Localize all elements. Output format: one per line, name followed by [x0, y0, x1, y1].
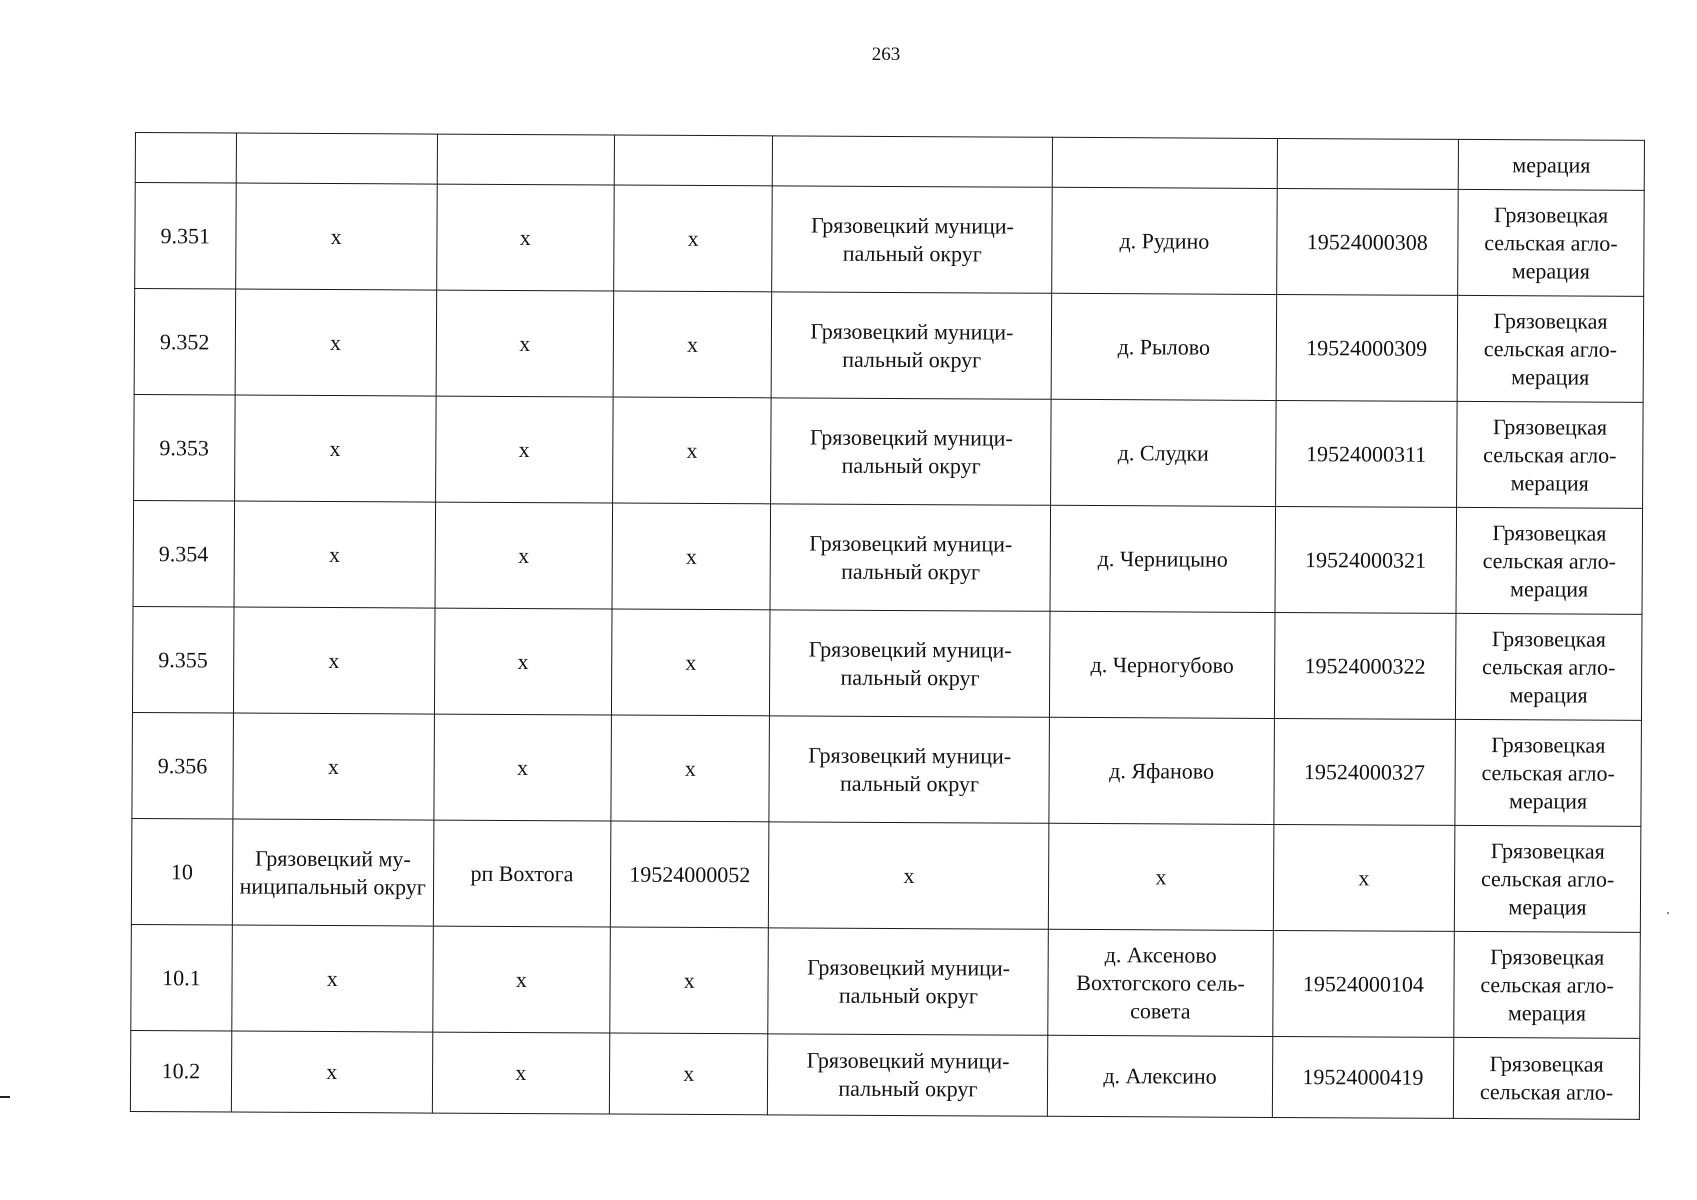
oktmo-cell: х: [611, 609, 770, 716]
oktmo-cell: х: [610, 927, 769, 1034]
agglomeration-cell: Грязовецкая сельская агло-: [1453, 1037, 1639, 1119]
row-number-cell: 9.351: [135, 183, 236, 290]
locality-cell: д. Аксеново Вохтогского сель-совета: [1048, 929, 1273, 1036]
oktmo-cell: х: [612, 397, 771, 504]
locality-code-cell: 19524000311: [1275, 400, 1457, 507]
locality-code-cell: 19524000327: [1273, 718, 1455, 825]
agglomeration-cell: Грязовецкая сельская агло-мерация: [1456, 507, 1642, 614]
table-row: [135, 133, 1644, 191]
row-number-cell: 9.356: [132, 712, 233, 819]
agglomeration-cell: Грязовецкая сельская агло-мерация: [1458, 189, 1644, 296]
row-number-cell: 9.352: [134, 289, 235, 396]
table-row: [132, 712, 1642, 826]
locality-code-cell: 19524000104: [1272, 930, 1454, 1037]
oktmo-cell: 19524000052: [610, 821, 769, 928]
settlement-cell: х: [434, 608, 612, 715]
municipality-cell: х: [231, 1031, 433, 1113]
agglomeration-cell: мерация: [1458, 139, 1644, 190]
settlement-cell: х: [435, 502, 613, 609]
district-cell: Грязовецкий муници-пальный округ: [770, 610, 1050, 717]
agglomeration-cell: Грязовецкая сельская агло-мерация: [1457, 401, 1643, 508]
agglomeration-cell: Грязовецкая сельская агло-мерация: [1455, 719, 1641, 826]
document-sheet: [130, 132, 1645, 1140]
oktmo-cell: х: [609, 1033, 768, 1115]
locality-cell: д. Черницыно: [1050, 505, 1275, 612]
scan-speck: [1667, 912, 1669, 914]
table-row: [133, 500, 1643, 614]
agglomeration-cell: Грязовецкая сельская агло-мерация: [1456, 613, 1642, 720]
municipality-cell: Грязовецкий му-ниципальный округ: [232, 819, 434, 926]
table-row: [134, 289, 1644, 403]
district-cell: х: [769, 822, 1049, 929]
settlement-cell: х: [432, 1032, 610, 1114]
settlement-cell: х: [434, 714, 612, 821]
district-cell: Грязовецкий муници-пальный округ: [772, 186, 1052, 293]
district-cell: Грязовецкий муници-пальный округ: [771, 398, 1051, 505]
municipality-cell: х: [235, 183, 437, 290]
locality-cell: д. Черногубово: [1050, 611, 1275, 718]
row-number-cell: 10.1: [131, 924, 232, 1031]
table-body: [130, 133, 1644, 1120]
row-number-cell: 9.354: [133, 500, 234, 607]
margin-mark: [0, 1096, 10, 1098]
locality-code-cell: 19524000321: [1275, 506, 1457, 613]
district-cell: Грязовецкий муници-пальный округ: [772, 292, 1052, 399]
row-number-cell: 9.355: [132, 606, 233, 713]
district-cell: [773, 136, 1053, 187]
locality-cell: д. Рылово: [1052, 293, 1277, 400]
district-cell: Грязовецкий муници-пальный округ: [770, 504, 1050, 611]
settlement-cell: х: [433, 926, 611, 1033]
page-number: 263: [871, 44, 901, 65]
municipality-cell: х: [234, 501, 436, 608]
registry-table: [130, 132, 1645, 1120]
oktmo-cell: х: [613, 291, 772, 398]
municipality-cell: х: [233, 607, 435, 714]
settlement-cell: х: [436, 184, 614, 291]
municipality-cell: х: [235, 289, 437, 396]
row-number-cell: 9.353: [134, 394, 235, 501]
municipality-cell: х: [232, 713, 434, 820]
locality-cell: д. Алексино: [1048, 1035, 1273, 1117]
district-cell: Грязовецкий муници-пальный округ: [768, 1034, 1048, 1116]
settlement-cell: рп Вохтога: [433, 820, 611, 927]
row-number-cell: 10.2: [130, 1030, 231, 1112]
oktmo-cell: х: [611, 715, 770, 822]
agglomeration-cell: Грязовецкая сельская агло-мерация: [1454, 825, 1640, 932]
table-row: [131, 924, 1641, 1038]
oktmo-cell: [614, 135, 773, 186]
municipality-cell: х: [234, 395, 436, 502]
table-row: [132, 606, 1642, 720]
locality-cell: д. Слудки: [1051, 399, 1276, 506]
oktmo-cell: х: [614, 185, 773, 292]
locality-code-cell: х: [1273, 824, 1455, 931]
agglomeration-cell: Грязовецкая сельская агло-мерация: [1457, 295, 1643, 402]
locality-code-cell: 19524000309: [1276, 294, 1458, 401]
municipality-cell: х: [231, 925, 433, 1032]
district-cell: Грязовецкий муници-пальный округ: [769, 716, 1049, 823]
locality-cell: х: [1049, 823, 1274, 930]
settlement-cell: х: [435, 396, 613, 503]
locality-cell: д. Яфаново: [1049, 717, 1274, 824]
locality-cell: [1053, 137, 1277, 188]
settlement-cell: [437, 134, 614, 185]
table-row: [135, 183, 1645, 297]
locality-code-cell: 19524000419: [1272, 1036, 1454, 1118]
row-number-cell: 10: [131, 818, 232, 925]
locality-code-cell: [1277, 138, 1459, 189]
locality-code-cell: 19524000308: [1276, 188, 1458, 295]
district-cell: Грязовецкий муници-пальный округ: [768, 928, 1048, 1035]
table-row: [131, 818, 1641, 932]
table-row: [134, 394, 1644, 508]
locality-code-cell: 19524000322: [1274, 612, 1456, 719]
agglomeration-cell: Грязовецкая сельская агло-мерация: [1454, 931, 1640, 1038]
table-row: [130, 1030, 1639, 1119]
settlement-cell: х: [436, 290, 614, 397]
oktmo-cell: х: [612, 503, 771, 610]
locality-cell: д. Рудино: [1052, 187, 1277, 294]
municipality-cell: [236, 133, 437, 184]
row-number-cell: [135, 133, 236, 184]
